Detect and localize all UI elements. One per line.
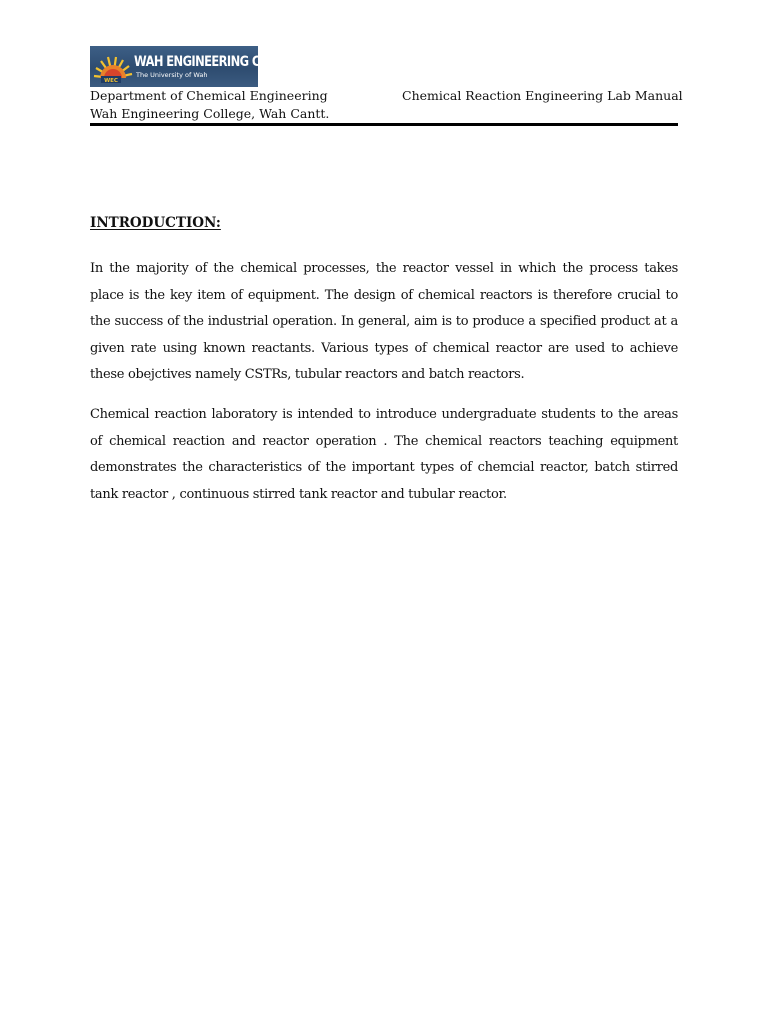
header-rule	[90, 123, 678, 126]
college-logo	[90, 46, 306, 87]
logo-college-name: WAH ENGINEERING COLLEGE	[134, 53, 306, 70]
section-heading: INTRODUCTION:	[90, 215, 221, 231]
logo-subtitle: The University of Wah	[136, 71, 208, 79]
department-label: Department of Chemical Engineering	[90, 88, 328, 103]
college-address: Wah Engineering College, Wah Cantt.	[90, 106, 330, 121]
intro-paragraph-1: In the majority of the chemical processes, the reactor vessel in which the process takes place is the key item of equipment. The design of chemical reactors is therefore crucial to the success of the industrial operation. In general, aim is to produce a specified product at a given rate using known reactants. Various types of chemical reactor are used to achieve these obejctives namely CSTRs, tubular reactors and batch reactors.	[90, 261, 678, 382]
sun-emblem-icon	[92, 48, 134, 85]
logo-badge: WEC	[104, 78, 118, 84]
intro-paragraph-2: Chemical reaction laboratory is intended to introduce undergraduate students to the areas of chemical reaction and reactor operation . The chemical reactors teaching equipment demonstrates the characteristics of the important types of chemcial reactor, batch stirred tank reactor , continuous stirred tank reactor and tubular reactor.	[90, 407, 678, 502]
manual-title: Chemical Reaction Engineering Lab Manual	[402, 88, 683, 103]
